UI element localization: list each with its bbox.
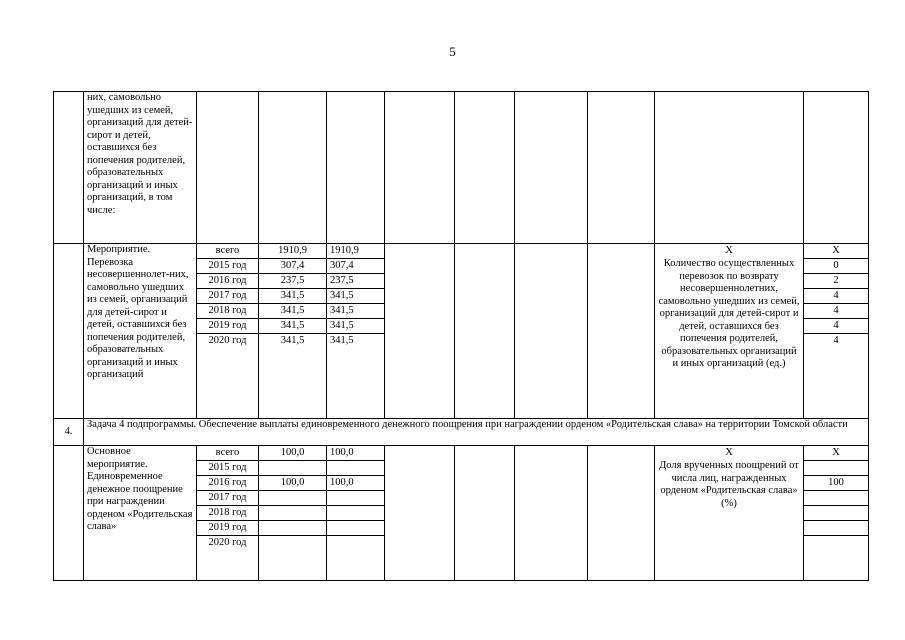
amount-cell: 341,5 <box>259 318 326 333</box>
value-cell: 2 <box>804 273 868 288</box>
value-cell <box>804 535 868 550</box>
table-row <box>54 446 869 581</box>
table-row <box>54 419 869 446</box>
indicator-text: Количество осуществленных перевозок по возврату несовершеннолетних, самовольно ушедших из семей, организаций для детей-сирот и детей, оставшихся без попечения родителей, образовательных организаций и иных организаций (ед.) <box>658 258 800 369</box>
table-row <box>54 92 869 244</box>
amount-cell: 341,5 <box>327 333 384 348</box>
task-title: Задача 4 подпрограммы. Обеспечение выплаты единовременного денежного поощрения при награждении орденом «Родительская слава» на территории Томской области <box>84 419 869 446</box>
amount-cell: 341,5 <box>259 288 326 303</box>
row2-values <box>804 244 869 419</box>
amount-cell: 237,5 <box>259 273 326 288</box>
amount-cell <box>259 490 326 505</box>
amount-cell <box>259 460 326 475</box>
page-number: 5 <box>449 44 456 59</box>
period-cell: 2016 год <box>197 273 258 288</box>
value-cell: 0 <box>804 258 868 273</box>
amount-cell <box>327 460 384 475</box>
value-cell <box>804 520 868 535</box>
row3-periods <box>197 446 259 581</box>
amount-cell <box>259 520 326 535</box>
value-cell: Х <box>832 447 840 458</box>
period-cell: 2019 год <box>197 318 258 333</box>
period-cell: всего <box>215 245 240 256</box>
value-cell <box>804 460 868 475</box>
amount-cell: 307,4 <box>259 258 326 273</box>
period-cell: 2017 год <box>197 288 258 303</box>
amount-cell <box>327 505 384 520</box>
row2-indicator <box>655 244 804 419</box>
amount-cell <box>327 520 384 535</box>
amount-cell: 1910,9 <box>278 245 307 256</box>
indicator-mark: Х <box>725 245 733 256</box>
period-cell: 2017 год <box>197 490 258 505</box>
amount-cell: 100,0 <box>327 475 384 490</box>
value-cell: Х <box>832 245 840 256</box>
amount-cell: 341,5 <box>327 303 384 318</box>
amount-cell: 100,0 <box>259 475 326 490</box>
value-cell: 4 <box>804 333 868 348</box>
amount-cell: 100,0 <box>330 447 354 458</box>
period-cell: 2016 год <box>197 475 258 490</box>
table-row <box>54 244 869 419</box>
period-cell: 2020 год <box>197 535 258 550</box>
value-cell <box>804 490 868 505</box>
period-cell: 2020 год <box>197 333 258 348</box>
row2-total-column <box>259 244 327 419</box>
row3-values <box>804 446 869 581</box>
value-cell <box>804 505 868 520</box>
period-cell: 2018 год <box>197 505 258 520</box>
program-table <box>53 91 869 581</box>
amount-cell <box>259 505 326 520</box>
amount-cell: 307,4 <box>327 258 384 273</box>
row2-budget-column <box>327 244 385 419</box>
amount-cell <box>327 535 384 550</box>
row2-periods <box>197 244 259 419</box>
row2-description: Мероприятие. Перевозка несовершеннолет-них, самовольно ушедших из семей, организаций для детей-сирот и детей, оставшихся без попечения родителей, образовательных организаций и иных организаций <box>84 244 197 419</box>
indicator-mark: Х <box>725 447 733 458</box>
value-cell: 4 <box>804 303 868 318</box>
period-cell: 2019 год <box>197 520 258 535</box>
amount-cell: 1910,9 <box>330 245 359 256</box>
amount-cell: 341,5 <box>327 288 384 303</box>
period-cell: 2015 год <box>197 258 258 273</box>
row1-description: них, самовольно ушедших из семей, организаций для детей-сирот и детей, оставшихся без попечения родителей, образовательных организаций и иных организаций, в том числе: <box>84 92 197 244</box>
row3-budget-column <box>327 446 385 581</box>
amount-cell <box>327 490 384 505</box>
row3-total-column <box>259 446 327 581</box>
amount-cell: 341,5 <box>327 318 384 333</box>
amount-cell: 341,5 <box>259 303 326 318</box>
row3-indicator <box>655 446 804 581</box>
period-cell: 2015 год <box>197 460 258 475</box>
amount-cell: 341,5 <box>259 333 326 348</box>
value-cell: 4 <box>804 288 868 303</box>
amount-cell: 237,5 <box>327 273 384 288</box>
value-cell: 4 <box>804 318 868 333</box>
value-cell: 100 <box>804 475 868 490</box>
indicator-text: Доля врученных поощрений от числа лиц, награжденных орденом «Родительская слава» (%) <box>659 460 799 509</box>
row3-description: Основное мероприятие. Единовременное денежное поощрение при награждении орденом «Родительская слава» <box>84 446 197 581</box>
period-cell: всего <box>215 447 240 458</box>
amount-cell: 100,0 <box>280 447 305 458</box>
amount-cell <box>259 535 326 550</box>
period-cell: 2018 год <box>197 303 258 318</box>
task-number: 4. <box>54 419 84 446</box>
